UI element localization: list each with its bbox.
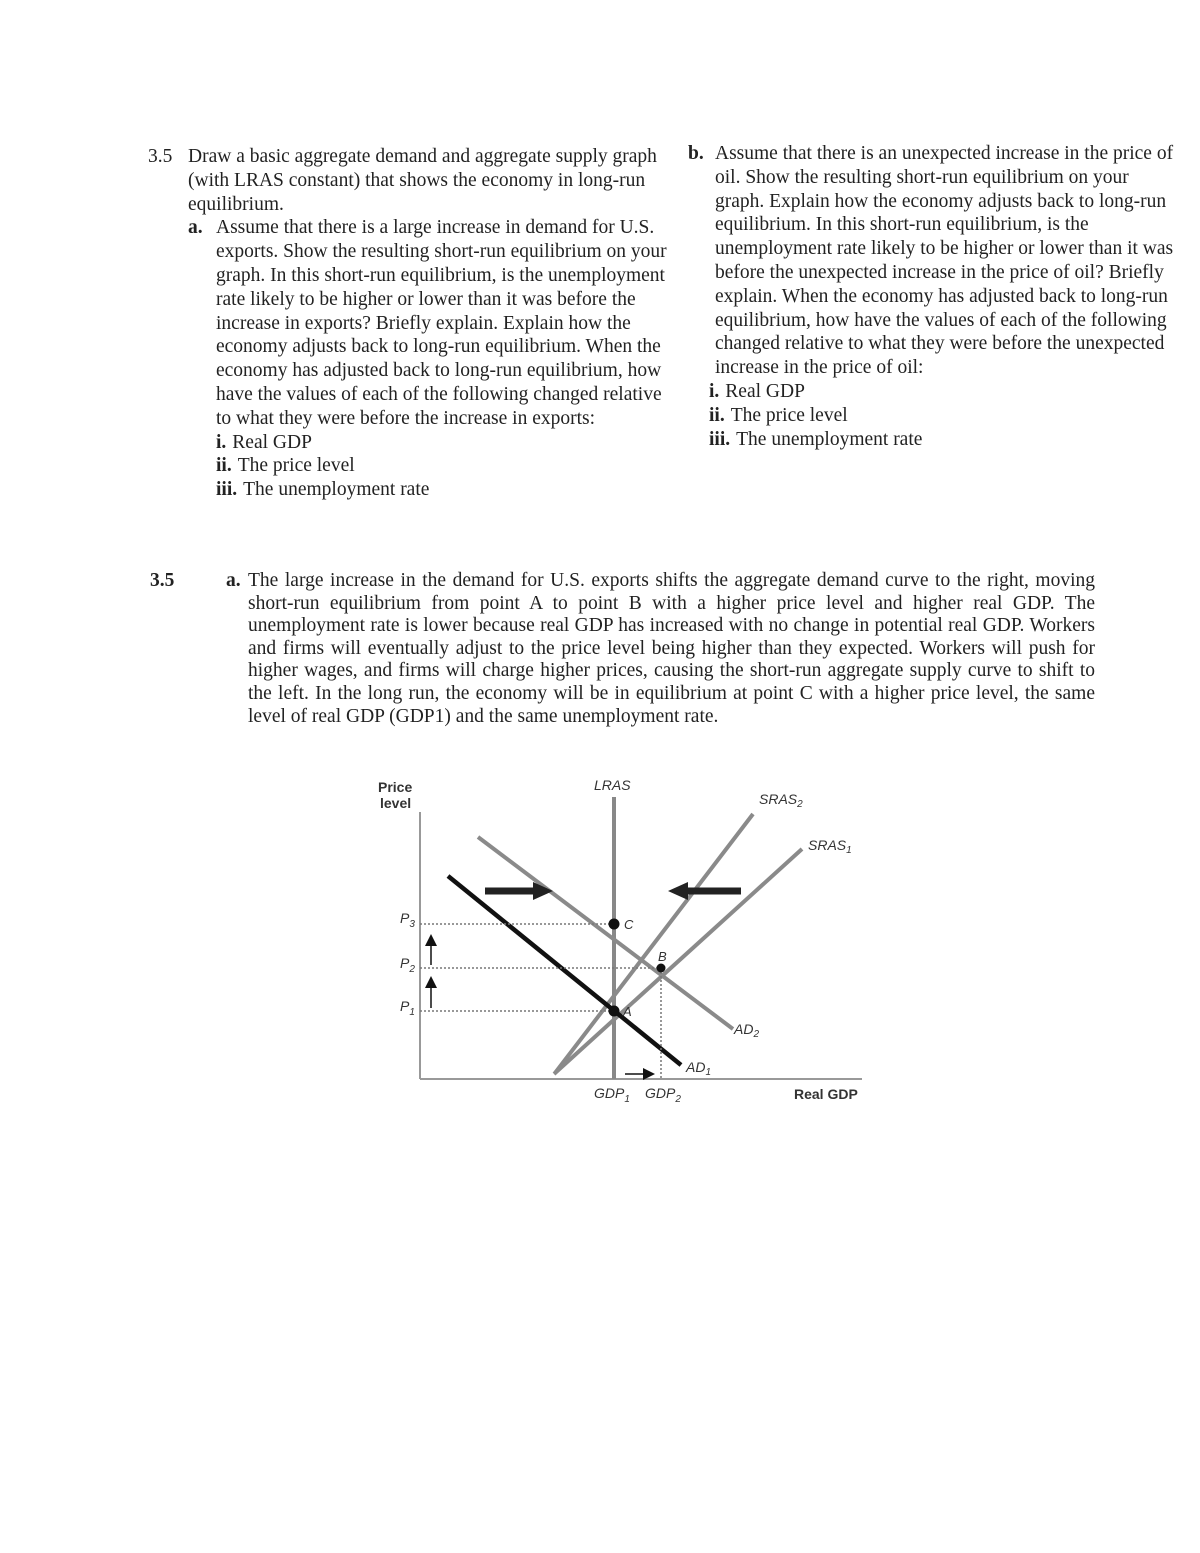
p3-label [400, 910, 415, 930]
point-c-label: C [624, 917, 634, 932]
part-b-body: Assume that there is an unexpected increase in the price of oil. Show the resulting short-run equilibrium on your graph. Explain how the economy adjusts back to long-run equilibrium. In this short-run equilibrium, is the unemployment rate likely to be higher or lower than it was before the unexpected increase in the price of oil? Briefly explain. When the economy has adjusted back to long-run equilibrium, how have the values of each of the following changed relative to what they were before the unexpected increase in the price of oil: [715, 143, 1174, 379]
ad2-label [733, 1021, 759, 1040]
sras1-curve [554, 849, 802, 1074]
list-item-numeral: ii. [709, 404, 725, 426]
list-item-text: The unemployment rate [736, 428, 923, 450]
y-axis-label-1: Price [378, 779, 413, 795]
list-item-text: The unemployment rate [243, 479, 430, 501]
gdp1-label-sub: 1 [624, 1094, 630, 1105]
sras1-label [808, 837, 852, 856]
point-a-label: A [623, 1004, 632, 1019]
p3-label-text: P [400, 910, 410, 926]
p1-label-text: P [400, 998, 410, 1014]
list-item-numeral: i. [709, 380, 720, 402]
sras1-label-sub: 1 [846, 845, 852, 856]
p3-label-sub: 3 [409, 919, 415, 930]
gdp2-label [645, 1085, 681, 1105]
ad1-label [685, 1059, 711, 1078]
ad1-label-text: AD [686, 1059, 706, 1075]
p2-label [400, 955, 415, 975]
ad2-label-sub: 2 [753, 1029, 760, 1040]
ad2-label-text: AD [734, 1021, 754, 1037]
part-b-label: b. [688, 143, 704, 164]
answer-number: 3.5 [150, 570, 175, 591]
list-item-numeral: i. [216, 431, 227, 453]
sras1-label-text: SRAS [808, 837, 847, 853]
answer-body: The large increase in the demand for U.S. exports shifts the aggregate demand curve to the right, moving short-run equilibrium from point A to point B with a higher price level and higher real GDP. The unemployment rate is lower because real GDP has increased with no change in potential real GDP. Workers and firms will eventually adjust to the price level being higher than they expected. Workers will push for higher wages, and firms will charge higher prices, causing the short-run aggregate supply curve to shift to the left. In the long run, the economy will be in equilibrium at point C with a higher price level, the same level of real GDP (GDP1) and the same unemployment rate. [248, 570, 1095, 727]
sras2-label-sub: 2 [797, 799, 803, 810]
list-item-text: Real GDP [232, 431, 312, 453]
gdp1-label-text: GDP [594, 1085, 625, 1101]
list-item-text: Real GDP [725, 380, 805, 402]
list-item-numeral: iii. [709, 428, 731, 450]
point-a-dot [609, 1006, 620, 1017]
list-item-numeral: ii. [216, 455, 232, 477]
point-b-label: B [658, 949, 667, 964]
sras2-curve [555, 814, 753, 1073]
sras2-label [759, 791, 803, 810]
part-a-label: a. [188, 217, 203, 239]
lras-label: LRAS [594, 777, 631, 793]
y-axis-label-2: level [380, 795, 412, 811]
point-b-dot [657, 964, 666, 973]
p1-label [400, 998, 415, 1018]
gdp2-label-sub: 2 [675, 1094, 681, 1105]
ad1-label-sub: 1 [705, 1067, 712, 1078]
p2-label-text: P [400, 955, 410, 971]
list-item-text: The price level [730, 404, 848, 426]
part-a-body: Assume that there is a large increase in demand for U.S. exports. Show the resulting short-run equilibrium on your graph. In this short-run equilibrium, is the unemployment rate likely to be higher or lower than it was before the increase in exports? Briefly explain. Explain how the economy adjusts back to long-run equilibrium. When the economy has adjusted back to long-run equilibrium, how have the values of each of the following changed relative to what they were before the increase in exports: [216, 217, 667, 429]
question-stem: Draw a basic aggregate demand and aggregate supply graph (with LRAS constant) that shows the economy in long-run equilibrium. [188, 146, 657, 215]
question-number: 3.5 [148, 146, 173, 167]
x-axis-label: Real GDP [794, 1086, 858, 1102]
gdp2-label-text: GDP [645, 1085, 676, 1101]
sras2-label-text: SRAS [759, 791, 798, 807]
gdp1-label [594, 1085, 630, 1105]
answer-label: a. [226, 570, 241, 591]
list-item-text: The price level [237, 455, 355, 477]
p1-label-sub: 1 [409, 1007, 415, 1018]
p2-label-sub: 2 [409, 964, 415, 975]
list-item-numeral: iii. [216, 479, 238, 501]
point-c-dot [609, 919, 620, 930]
sras-shift-arrowhead [668, 882, 688, 900]
